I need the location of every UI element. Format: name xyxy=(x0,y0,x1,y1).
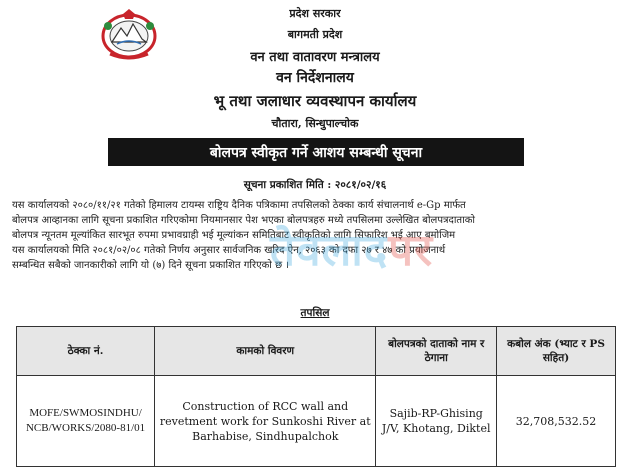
tender-table xyxy=(16,326,616,467)
notice-body-line: बोलपत्र न्यूनतम मूल्यांकित सारभूत रुपमा प्रभावग्राही भई मूल्यांकन समितिबाट स्वीकृतिको लागि सिफारिश भई आए बमोजिम xyxy=(12,230,456,241)
department-heading: वन निर्देशनालय xyxy=(276,70,354,86)
notice-body-line: यस कार्यालयको मिति २०८१/०२/०८ गतेको निर्णय अनुसार सार्वजनिक खरिद ऐन, २०६३ को दफा २७ र ४७ को प्रयोजनार्थ xyxy=(12,245,446,256)
notice-body-line: यस कार्यालयको २०८०/११/२१ गतेको हिमालय टायम्स राष्ट्रिय दैनिक पत्रिकामा तपसिलको ठेक्का कार्य संचालनार्थ e-Gp मार्फत xyxy=(12,200,466,211)
office-location: चौतारा, सिन्धुपाल्चोक xyxy=(271,117,359,130)
work-description-cell: Construction of RCC wall and revetment work for Sunkoshi River at Barhabise, Sindhupalchok xyxy=(155,376,376,467)
schedule-heading: तपसिल xyxy=(300,307,330,319)
notice-body xyxy=(12,198,616,273)
column-header-bidder: बोलपत्रको दाताको नाम र ठेगाना xyxy=(376,327,497,376)
provincial-government-heading: प्रदेश सरकार xyxy=(289,7,341,20)
publication-date: सूचना प्रकाशित मिति : २०८१/०२/१६ xyxy=(243,179,387,191)
bidder-cell: Sajib-RP-Ghising J/V, Khotang, Diktel xyxy=(376,376,497,467)
notice-body-line: सम्बन्धित सबैको जानकारीको लागि यो (७) दिने सूचना प्रकाशित गरिएको छ । xyxy=(12,260,290,271)
table-header-row xyxy=(17,327,616,376)
table-row xyxy=(17,376,616,467)
ministry-heading: वन तथा वातावरण मन्त्रालय xyxy=(250,50,380,65)
column-header-amount: कबोल अंक (भ्याट र PS सहित) xyxy=(497,327,616,376)
watermark-text-accent: पर xyxy=(388,225,434,276)
contract-number-cell: MOFE/SWMOSINDHU/NCB/WORKS/2080-81/01 xyxy=(17,376,155,467)
column-header-contract-no: ठेक्का नं. xyxy=(17,327,155,376)
column-header-description: कामको विवरण xyxy=(155,327,376,376)
notice-title-bar xyxy=(108,138,524,166)
watermark-text-main: तेवलाद xyxy=(270,225,389,276)
notice-title: बोलपत्र स्वीकृत गर्ने आशय सम्बन्धी सूचना xyxy=(209,144,423,161)
province-heading: बागमती प्रदेश xyxy=(287,28,343,41)
office-heading: भू तथा जलाधार व्यवस्थापन कार्यालय xyxy=(213,92,417,110)
bid-amount-cell: 32,708,532.52 xyxy=(497,376,616,467)
notice-body-line: बोलपत्र आव्हानका लागि सूचना प्रकाशित गरिएकोमा नियमानसार पेश भएका बोलपत्रहरु मध्ये तपसिलमा उल्लेखित बोलपत्रदाताको xyxy=(12,215,475,226)
